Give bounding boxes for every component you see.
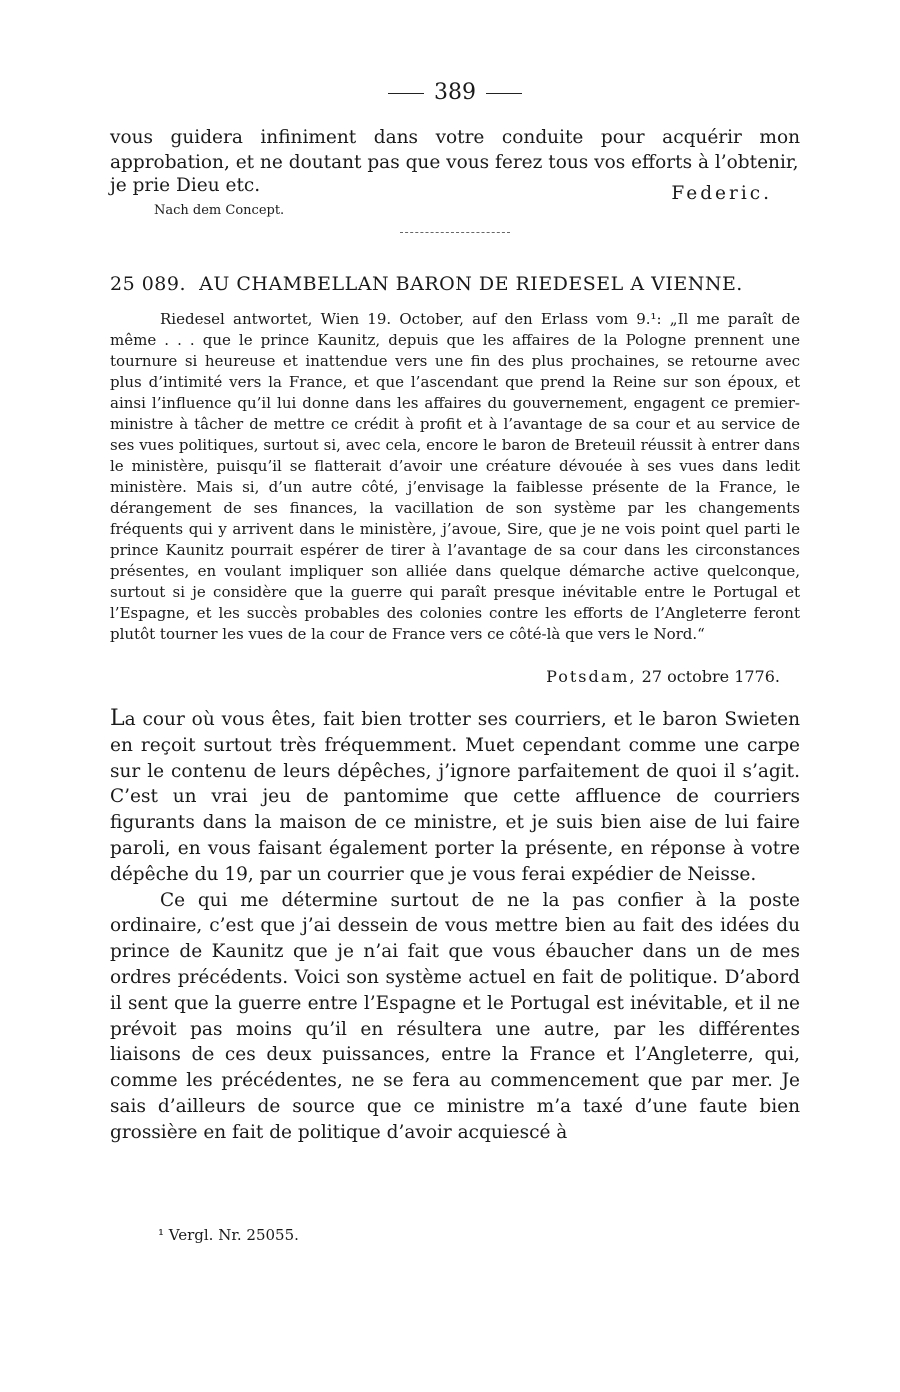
letter-paragraph-1-text: a cour où vous êtes, fait bien trotter ses courriers, et le baron Swieten en reçoit surtout très fréquemment. Muet cependant comme une carpe sur le contenu de leurs dépêches, j’ignore parfaitement de quoi il s’agit. C’est un vrai jeu de pantomime que cette affluence de courriers figurants dans la maison de ce ministre, et je suis bien aise de lui faire paroli, en vous faisant également porter la présente, en réponse à votre dépêche du 19, par un courrier que je vous ferai expédier de Neisse. [110,709,800,885]
page-body [110,80,800,1146]
letter-paragraph-1 [110,706,800,888]
page-number-dash-right [486,93,522,94]
date: 27 octobre 1776. [641,667,780,686]
place: Potsdam, [546,667,637,686]
page-number-dash-left [388,93,424,94]
letter-title: AU CHAMBELLAN BARON DE RIEDESEL A VIENNE. [199,273,743,295]
footnote: ¹ Vergl. Nr. 25055. [158,1226,299,1244]
page-number [110,80,800,105]
letter-paragraph-2: Ce qui me détermine surtout de ne la pas confier à la poste ordinaire, c’est que j’ai dessein de vous mettre bien au fait des idées du prince de Kaunitz que je n’ai fait que vous ébaucher dans un de mes ordres précédents. Voici son système actuel en fait de politique. D’abord il sent que la guerre entre l’Espagne et le Portugal est inévitable, et il ne prévoit pas moins qu’il en résultera une autre, par les différentes liaisons de ces deux puissances, entre la France et l’Angleterre, qui, comme les précédentes, ne se fera au commencement que par mer. Je sais d’ailleurs de source que ce ministre m’a taxé d’une faute bien grossière en fait de politique d’avoir acquiescé à [110,889,800,1143]
section-divider [400,232,510,233]
report-summary: Riedesel antwortet, Wien 19. October, auf den Erlass vom 9.¹: „Il me paraît de même . . . que le prince Kaunitz, depuis que les affaires de la Pologne prennent une tournure si heureuse et inattendue vers une fin des plus prochaines, se retourne avec plus d’intimité vers la France, et que l’ascendant que prend la Reine sur son époux, et ainsi l’influence qu’il lui donne dans les affaires du gouvernement, engagent ce premier-ministre à tâcher de mettre ce crédit à profit et à l’avantage de sa cour et au service de ses vues politiques, surtout si, avec cela, encore le baron de Breteuil réussit à entrer dans le ministère, puisqu’il se flatterait d’avoir une créature dévouée à ses vues dans ledit ministère. Mais si, d’un autre côté, j’envisage la faiblesse présente de la France, le dérangement de ses finances, la vacillation de son système par les changements fréquents qui y arrivent dans le ministère, j’avoue, Sire, que je ne vois point quel parti le prince Kaunitz pourrait espérer de tirer à l’avantage de sa cour dans les circonstances présentes, en voulant impliquer son alliée dans quelque démarche active quelconque, surtout si je considère que la guerre qui paraît presque inévitable entre le Portugal et l’Espagne, et les succès probables des colonies contre les efforts de l’Angleterre feront plutôt tourner les vues de la cour de France vers ce côté-là que vers le Nord.“ [110,310,800,643]
letter-number: 25 089. [110,273,187,295]
signature: Federic. [671,183,772,204]
page-number-text: 389 [434,80,476,105]
closing-row [110,175,800,204]
continuation-text: vous guidera infiniment dans votre conduite pour acquérir mon approbation, et ne doutant pas que vous ferez tous vos efforts à l’obtenir, [110,127,800,173]
letter-heading [110,273,800,295]
place-date [110,667,780,686]
source-note: Nach dem Concept. [154,203,285,218]
closing-formula: je prie Dieu etc. [110,175,261,196]
drop-cap: L [110,706,125,731]
